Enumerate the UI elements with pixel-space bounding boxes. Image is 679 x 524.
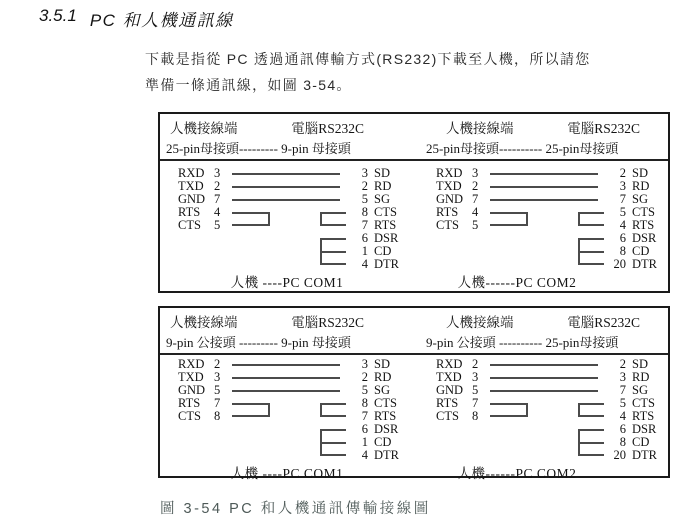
wire-line [232,173,340,175]
pc-pin-number: 20 [613,448,626,462]
pin-diagrams [160,167,668,271]
connector-subtitle-row [160,332,668,351]
connector-subtitle: 25-pin母接頭---------- 25-pin母接頭 [426,141,619,156]
pc-pin-number: 7 [619,192,626,206]
pc-pin-label: SD [374,166,390,180]
pc-pin-number: 5 [619,205,626,219]
hmi-pin-label: GND [436,383,464,397]
pc-pin-label: CD [374,435,392,449]
connector-title-row [160,311,668,331]
pc-pin-number: 8 [619,244,626,258]
wire-area [490,384,598,397]
pc-dsr-cd-dtr-bracket [320,238,346,265]
hmi-pin-number: 2 [214,179,221,193]
hmi-pin-label: RXD [436,166,463,180]
pc-pin-label: RTS [374,409,397,423]
pc-pin-number: 8 [361,396,368,410]
pc-pin-number: 2 [361,370,368,384]
wire-area [490,371,598,384]
wire-area [490,193,598,206]
pc-pin-label: DSR [374,231,399,245]
header-cell [426,117,668,137]
hmi-pin-label: CTS [178,218,201,232]
pc-pin-label: CTS [374,205,397,219]
hmi-rts-cts-jumper-bracket [232,403,270,417]
hmi-rts-cts-jumper-bracket [232,212,270,226]
pc-pin-number: 3 [619,370,626,384]
wire-area [232,384,340,397]
pc-side-title: 電腦RS232C [291,121,364,136]
wire-line [490,186,598,188]
hmi-pin-label: RTS [436,396,459,410]
hmi-pin-number: 8 [214,409,221,423]
wire-area [440,449,598,462]
diagram-footers [160,462,668,482]
pc-pin-label: DSR [632,231,657,245]
wire-area [182,423,340,436]
wire-line [232,186,340,188]
pc-pin-number: 6 [619,231,626,245]
pc-pin-number: 6 [619,422,626,436]
pc-pin-number: 3 [619,179,626,193]
connector-subtitle: 25-pin母接頭--------- 9-pin 母接頭 [166,141,351,156]
connector-title-row [160,117,668,137]
pc-pin-number: 8 [619,435,626,449]
pc-side-title: 電腦RS232C [567,315,640,330]
pc-pin-label: RD [374,179,392,193]
hmi-pin-label: CTS [178,409,201,423]
diagram-pc-com1 [160,167,418,271]
pc-pin-label: DTR [374,257,399,271]
pc-side-title: 電腦RS232C [291,315,364,330]
hmi-pin-label: RTS [178,205,201,219]
connector-subtitle: 9-pin 公接頭 --------- 9-pin 母接頭 [166,335,351,350]
hmi-pin-number: 3 [472,370,479,384]
section-title: PC 和人機通訊線 [89,11,234,30]
hmi-pin-label: TXD [178,370,204,384]
bracket-middle-line [322,442,346,444]
wire-area [440,245,598,258]
wire-line [490,364,598,366]
section-number: 3.5.1 [39,6,77,25]
wire-line [490,377,598,379]
pc-pin-label: RTS [632,218,655,232]
hmi-side-title: 人機接線端 [170,315,238,330]
wire-area [490,180,598,193]
hmi-pin-label: RXD [178,357,205,371]
wire-line [490,173,598,175]
pc-pin-label: SD [374,357,390,371]
hmi-pin-number: 5 [214,218,221,232]
wire-line [232,364,340,366]
wire-area [182,436,340,449]
wire-area [182,245,340,258]
wire-area [182,258,340,271]
wire-area [232,180,340,193]
hmi-pin-number: 5 [472,383,479,397]
body-paragraph [145,46,650,98]
pc-cts-rts-jumper-bracket [320,403,346,417]
pin-row [178,258,408,271]
diagram-pc-com2 [418,167,668,271]
wire-area [490,358,598,371]
hmi-pin-number: 4 [472,205,479,219]
hmi-pin-number: 2 [214,357,221,371]
pc-dsr-cd-dtr-bracket [320,429,346,456]
pc-pin-label: RD [374,370,392,384]
pc-pin-number: 1 [361,244,368,258]
hmi-pin-number: 3 [214,166,221,180]
pc-pin-label: SG [374,192,390,206]
pc-pin-label: SG [374,383,390,397]
header-cell [160,117,426,137]
body-line-2: 準備一條通訊線，如圖 3-54。 [145,77,352,93]
hmi-pin-label: TXD [436,370,462,384]
pc-pin-label: DTR [374,448,399,462]
pc-pin-label: RD [632,370,650,384]
pc-pin-number: 20 [613,257,626,271]
bracket-middle-line [580,442,604,444]
pc-pin-label: SG [632,383,648,397]
pin-diagrams [160,358,668,462]
hmi-pin-label: GND [178,192,206,206]
wiring-box-9pin-hmi [158,306,670,481]
pc-pin-number: 3 [361,357,368,371]
pc-pin-label: DTR [632,448,657,462]
section-heading [39,6,234,31]
pc-pin-number: 2 [361,179,368,193]
spacer-band [160,353,668,355]
hmi-pin-label: TXD [436,179,462,193]
hmi-pin-number: 5 [472,218,479,232]
diagram-pc-com2 [418,358,668,462]
pc-cts-rts-jumper-bracket [578,212,604,226]
pc-pin-label: DTR [632,257,657,271]
figure-caption: 圖 3-54 PC 和人機通訊傳輸接線圖 [160,501,431,517]
hmi-side-title: 人機接線端 [446,315,514,330]
pin-row [436,258,666,271]
pc-pin-number: 4 [361,448,368,462]
hmi-pin-label: RXD [178,166,205,180]
hmi-pin-label: GND [178,383,206,397]
wire-line [490,199,598,201]
pc-pin-number: 7 [361,409,368,423]
pc-pin-label: CTS [374,396,397,410]
pin-row [178,449,408,462]
pc-pin-label: SD [632,357,648,371]
hmi-pin-number: 7 [214,192,221,206]
pc-pin-number: 6 [361,422,368,436]
pc-side-title: 電腦RS232C [567,121,640,136]
hmi-rts-cts-jumper-bracket [490,403,528,417]
wire-line [490,390,598,392]
pc-dsr-cd-dtr-bracket [578,429,604,456]
wire-area [232,358,340,371]
spacer-band [160,159,668,161]
pc-pin-label: RTS [374,218,397,232]
wire-line [232,390,340,392]
connector-subtitle-row [160,138,668,157]
diagram-footers [160,271,668,291]
pc-dsr-cd-dtr-bracket [578,238,604,265]
wire-area [490,167,598,180]
diagram-caption-com2: 人機------PC COM2 [457,275,577,290]
hmi-pin-number: 2 [472,357,479,371]
hmi-pin-number: 5 [214,383,221,397]
pc-pin-number: 5 [619,396,626,410]
hmi-side-title: 人機接線端 [446,121,514,136]
bracket-middle-line [580,251,604,253]
pc-pin-number: 2 [619,357,626,371]
pc-pin-number: 5 [361,383,368,397]
pc-pin-number: 4 [361,257,368,271]
wire-area [232,167,340,180]
pc-pin-number: 6 [361,231,368,245]
pc-pin-label: CD [374,244,392,258]
hmi-pin-number: 4 [214,205,221,219]
wire-area [232,193,340,206]
hmi-pin-label: RTS [178,396,201,410]
diagram-caption-com2: 人機------PC COM2 [457,466,577,481]
pc-pin-number: 7 [361,218,368,232]
hmi-side-title: 人機接線端 [170,121,238,136]
hmi-pin-label: GND [436,192,464,206]
pc-pin-number: 2 [619,166,626,180]
pc-pin-number: 4 [619,218,626,232]
pc-pin-number: 5 [361,192,368,206]
header-cell [426,311,668,331]
pc-pin-label: DSR [632,422,657,436]
pc-pin-label: SG [632,192,648,206]
pin-row [436,449,666,462]
hmi-pin-label: RTS [436,205,459,219]
wire-area [440,436,598,449]
hmi-rts-cts-jumper-bracket [490,212,528,226]
hmi-pin-label: RXD [436,357,463,371]
pc-pin-number: 4 [619,409,626,423]
pc-pin-number: 3 [361,166,368,180]
diagram-caption-com1: 人機 ----PC COM1 [230,275,344,290]
pc-cts-rts-jumper-bracket [320,212,346,226]
pc-pin-label: CD [632,435,650,449]
pc-pin-number: 7 [619,383,626,397]
hmi-pin-number: 7 [472,396,479,410]
hmi-pin-number: 3 [472,166,479,180]
hmi-pin-number: 7 [472,192,479,206]
wire-area [440,423,598,436]
hmi-pin-label: TXD [178,179,204,193]
hmi-pin-number: 7 [214,396,221,410]
hmi-pin-label: CTS [436,218,459,232]
diagram-pc-com1 [160,358,418,462]
wiring-box-25pin-hmi [158,112,670,293]
wire-area [232,371,340,384]
pc-pin-label: DSR [374,422,399,436]
pc-pin-label: CD [632,244,650,258]
hmi-pin-number: 3 [214,370,221,384]
wire-area [182,232,340,245]
pc-cts-rts-jumper-bracket [578,403,604,417]
connector-subtitle: 9-pin 公接頭 ---------- 25-pin母接頭 [426,335,619,350]
bracket-middle-line [322,251,346,253]
diagram-caption-com1: 人機 ----PC COM1 [230,466,344,481]
pc-pin-number: 1 [361,435,368,449]
wire-area [182,449,340,462]
wire-area [440,258,598,271]
pc-pin-number: 8 [361,205,368,219]
wire-area [440,232,598,245]
hmi-pin-number: 2 [472,179,479,193]
hmi-pin-label: CTS [436,409,459,423]
pc-pin-label: RTS [632,409,655,423]
wire-line [232,199,340,201]
header-cell [160,311,426,331]
pc-pin-label: RD [632,179,650,193]
hmi-pin-number: 8 [472,409,479,423]
body-line-1: 下載是指從 PC 透過通訊傳輸方式(RS232)下載至人機，所以請您 [145,51,591,67]
pc-pin-label: CTS [632,396,655,410]
pc-pin-label: SD [632,166,648,180]
wire-line [232,377,340,379]
pc-pin-label: CTS [632,205,655,219]
